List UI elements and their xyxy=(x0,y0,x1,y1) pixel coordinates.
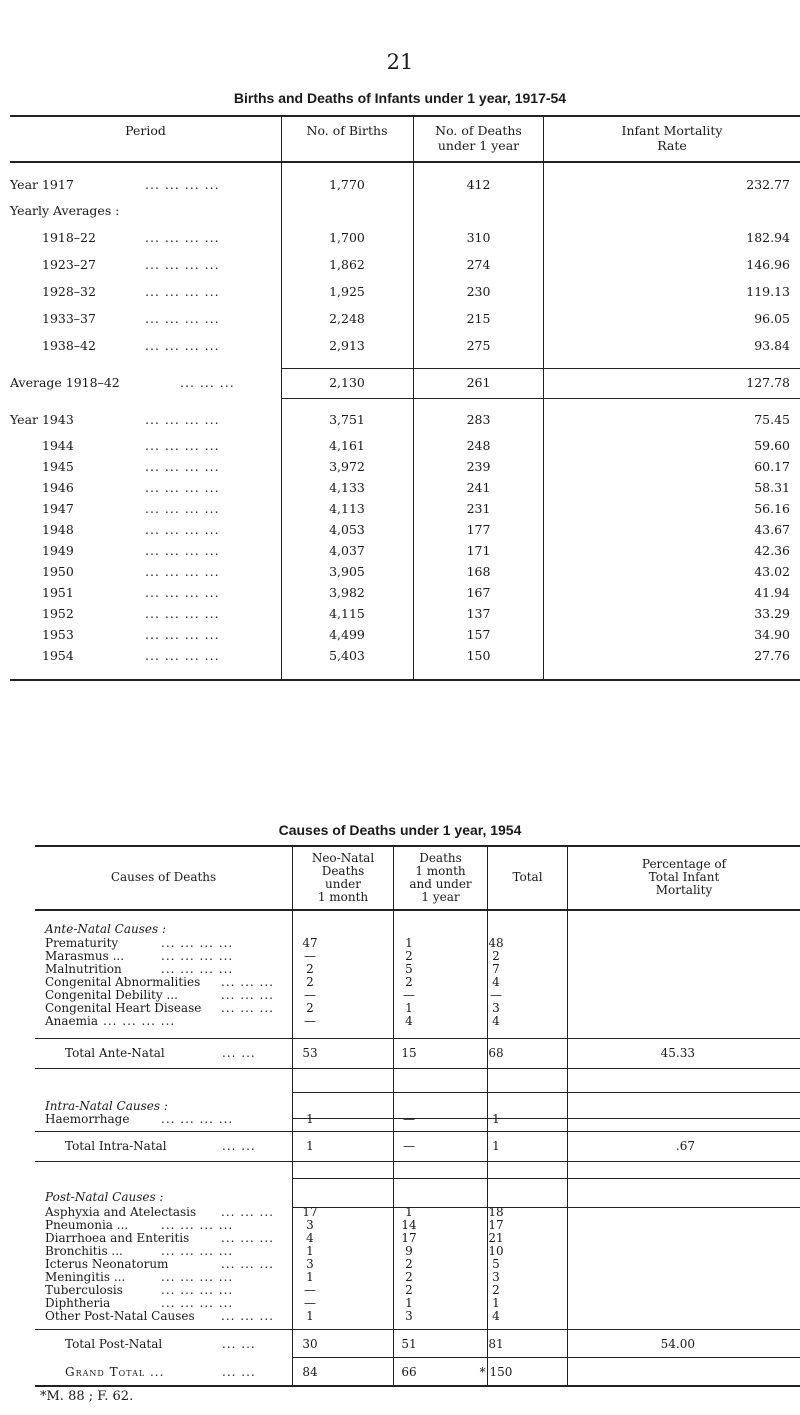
table-row: 1923–27 ... ... ... ... 1,862 274 146.96 xyxy=(42,257,790,272)
table-row: Year 1943 ... ... ... ... 3,751 283 75.45 xyxy=(10,412,790,427)
rule xyxy=(35,1038,800,1039)
footnote: *M. 88 ; F. 62. xyxy=(40,1389,134,1404)
page-number: 21 xyxy=(386,50,414,74)
table-row-average: Average 1918–42 ... ... ... 2,130 261 127.78 xyxy=(10,375,790,390)
section-label: Yearly Averages : xyxy=(10,203,120,218)
header-total: Total xyxy=(512,870,543,884)
table-row: Asphyxia and Atelectasis ... ... ... 17 1 18 xyxy=(45,1205,504,1219)
total-row: Total Post-Natal ... ... 30 51 81 54.00 xyxy=(65,1337,695,1351)
rule xyxy=(35,1161,800,1162)
table-row: Congenital Abnormalities ... ... ... 2 2 4 xyxy=(45,975,500,989)
header-period: Period xyxy=(125,123,166,138)
table-row: Icterus Neonatorum ... ... ... 3 2 5 xyxy=(45,1257,500,1271)
rule xyxy=(35,1068,800,1069)
table-row: 1928–32 ... ... ... ... 1,925 230 119.13 xyxy=(42,284,790,299)
table2-title: Causes of Deaths under 1 year, 1954 xyxy=(278,822,522,838)
table-row: 1946 ... ... ... ... 4,133 241 58.31 xyxy=(42,480,790,495)
table-row: Malnutrition ... ... ... ... 2 5 7 xyxy=(45,962,500,976)
rule xyxy=(35,1329,800,1330)
table-row: Pneumonia ... ... ... ... ... 3 14 17 xyxy=(45,1218,504,1232)
table-row: Year 1917 ... ... ... ... 1,770 412 232.77 xyxy=(10,177,790,192)
table-row: 1951 ... ... ... ... 3,982 167 41.94 xyxy=(42,585,790,600)
table-row: Diarrhoea and Enteritis ... ... ... 4 17 21 xyxy=(45,1231,504,1245)
rule xyxy=(292,1092,800,1093)
grand-total-row: Grand Total ... ... ... 84 66 * 150 xyxy=(65,1365,513,1379)
table-row: 1933–37 ... ... ... ... 2,248 215 96.05 xyxy=(42,311,790,326)
table-row: 1952 ... ... ... ... 4,115 137 33.29 xyxy=(42,606,790,621)
rule xyxy=(35,909,800,911)
section-heading: Post-Natal Causes : xyxy=(45,1190,164,1204)
table-row: Diphtheria ... ... ... ... — 1 1 xyxy=(45,1296,500,1310)
table-row: Congenital Debility ... ... ... ... — — — xyxy=(45,988,502,1002)
section-heading: Ante-Natal Causes : xyxy=(45,922,166,936)
table-row: Meningitis ... ... ... ... ... 1 2 3 xyxy=(45,1270,500,1284)
table-row: 1918–22 ... ... ... ... 1,700 310 182.94 xyxy=(42,230,790,245)
table-row: 1938–42 ... ... ... ... 2,913 275 93.84 xyxy=(42,338,790,353)
table-row: Marasmus ... ... ... ... ... — 2 2 xyxy=(45,949,500,963)
header-neo-natal: Neo-Natal Deaths under 1 month xyxy=(311,851,375,904)
header-births: No. of Births xyxy=(306,123,388,138)
header-deaths: No. of Deaths under 1 year xyxy=(435,123,522,153)
table-row: Bronchitis ... ... ... ... ... 1 9 10 xyxy=(45,1244,504,1258)
total-row: Total Intra-Natal ... ... 1 — 1 .67 xyxy=(65,1139,695,1153)
header-rate: Infant Mortality Rate xyxy=(621,123,723,153)
rule xyxy=(292,1357,800,1358)
table-row: 1947 ... ... ... ... 4,113 231 56.16 xyxy=(42,501,790,516)
table-row: 1948 ... ... ... ... 4,053 177 43.67 xyxy=(42,522,790,537)
table-row: Other Post-Natal Causes ... ... ... 1 3 4 xyxy=(45,1309,500,1323)
births-deaths-table-tail xyxy=(10,115,800,681)
table-row: 1944 ... ... ... ... 4,161 248 59.60 xyxy=(42,438,790,453)
table-row: Congenital Heart Disease ... ... ... 2 1 3 xyxy=(45,1001,500,1015)
rule xyxy=(35,1385,800,1387)
causes-of-deaths-table xyxy=(35,845,800,1387)
rule xyxy=(35,845,800,847)
header-percentage: Percentage of Total Infant Mortality xyxy=(641,857,727,897)
table-row: 1954 ... ... ... ... 5,403 150 27.76 xyxy=(42,648,790,663)
rule xyxy=(292,1178,800,1179)
rule xyxy=(35,1131,800,1132)
total-row: Total Ante-Natal ... ... 53 15 68 45.33 xyxy=(65,1046,695,1060)
table-row: 1953 ... ... ... ... 4,499 157 34.90 xyxy=(42,627,790,642)
table-row: Tuberculosis ... ... ... ... — 2 2 xyxy=(45,1283,500,1297)
table-row: 1945 ... ... ... ... 3,972 239 60.17 xyxy=(42,459,790,474)
table-row: 1949 ... ... ... ... 4,037 171 42.36 xyxy=(42,543,790,558)
table-row: Haemorrhage ... ... ... ... 1 — 1 xyxy=(45,1112,500,1126)
table1-title: Births and Deaths of Infants under 1 year, 1917-54 xyxy=(233,90,567,106)
section-heading: Intra-Natal Causes : xyxy=(45,1099,168,1113)
header-1-month-1-year: Deaths 1 month and under 1 year xyxy=(409,851,472,904)
table-row: Prematurity ... ... ... ... 47 1 48 xyxy=(45,936,504,950)
table-row: Anaemia ... ... ... ... — 4 4 xyxy=(45,1014,500,1028)
header-causes: Causes of Deaths xyxy=(110,870,217,884)
table-row: 1950 ... ... ... ... 3,905 168 43.02 xyxy=(42,564,790,579)
